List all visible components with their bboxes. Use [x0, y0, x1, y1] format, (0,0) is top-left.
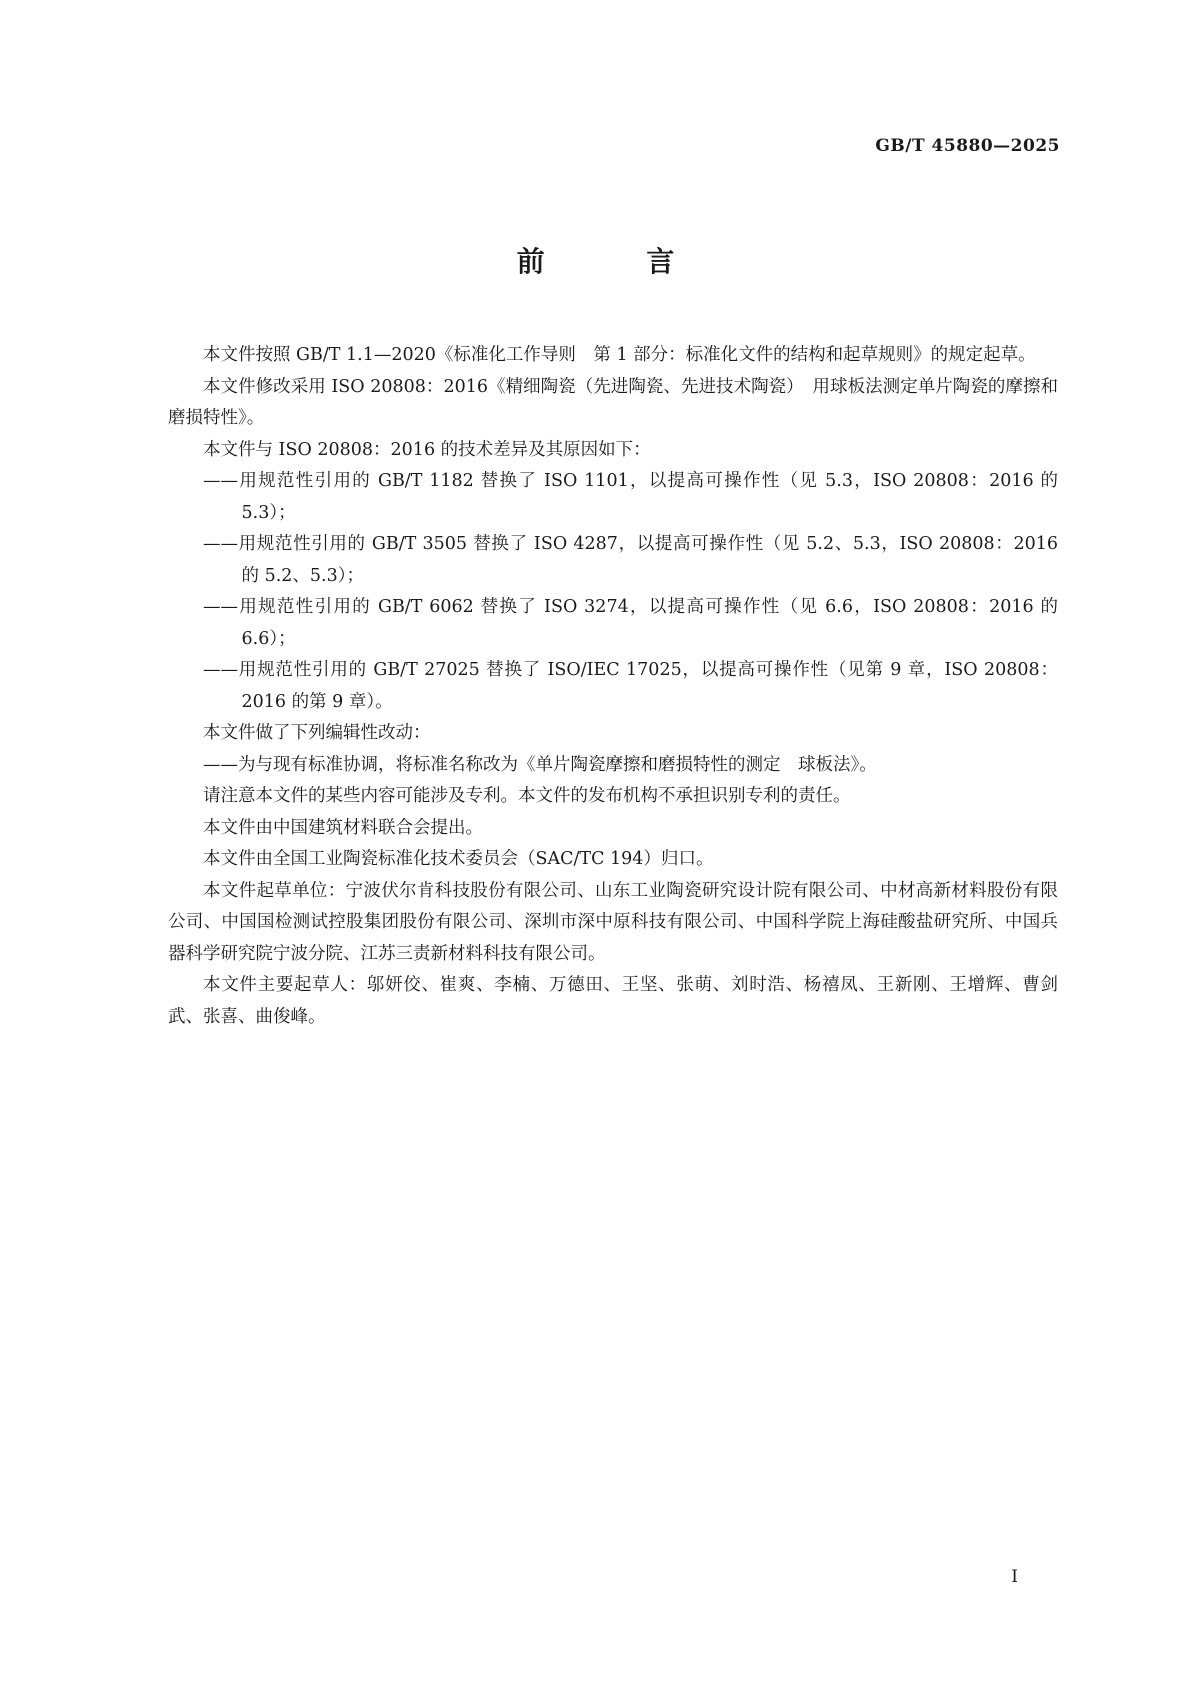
paragraph-patent-notice: 请注意本文件的某些内容可能涉及专利。本文件的发布机构不承担识别专利的责任。	[203, 786, 851, 806]
paragraph-drafting-basis: 本文件按照 GB/T 1.1—2020《标准化工作导则 第 1 部分：标准化文件的结构和起草规则》的规定起草。	[203, 345, 1036, 365]
paragraph-drafters: 本文件主要起草人：邬妍佼、崔爽、李楠、万德田、王坚、张萌、刘时浩、杨禧凤、王新刚、王增辉、曹剑武、张喜、曲俊峰。	[168, 975, 1058, 1027]
list-item-difference-4: ——用规范性引用的 GB/T 27025 替换了 ISO/IEC 17025，以提高可操作性（见第 9 章，ISO 20808：2016 的第 9 章）。	[203, 660, 1058, 712]
paragraph-adoption: 本文件修改采用 ISO 20808：2016《精细陶瓷（先进陶瓷、先进技术陶瓷） 用球板法测定单片陶瓷的摩擦和磨损特性》。	[168, 376, 1058, 428]
paragraph-drafting-units: 本文件起草单位：宁波伏尔肯科技股份有限公司、山东工业陶瓷研究设计院有限公司、中材高新材料股份有限公司、中国国检测试控股集团股份有限公司、深圳市深中原科技有限公司、中国科学院上海硅酸盐研究所、中国兵器科学研究院宁波分院、江苏三责新材料科技有限公司。	[168, 880, 1058, 964]
list-item-editorial-1: ——为与现有标准协调，将标准名称改为《单片陶瓷摩擦和磨损特性的测定 球板法》。	[203, 754, 877, 775]
page-number: I	[1011, 1567, 1018, 1587]
paragraph-committee: 本文件由全国工业陶瓷标准化技术委员会（SAC/TC 194）归口。	[203, 849, 714, 869]
paragraph-proposer: 本文件由中国建筑材料联合会提出。	[203, 817, 483, 838]
list-item-difference-2: ——用规范性引用的 GB/T 3505 替换了 ISO 4287，以提高可操作性（见 5.2、5.3，ISO 20808：2016 的 5.2、5.3）；	[203, 534, 1058, 586]
standard-number: GB/T 45880—2025	[875, 136, 1060, 156]
page-title: 前 言	[516, 245, 721, 278]
paragraph-editorial-changes: 本文件做了下列编辑性改动：	[203, 723, 431, 743]
paragraph-technical-differences: 本文件与 ISO 20808：2016 的技术差异及其原因如下：	[203, 439, 651, 460]
list-item-difference-1: ——用规范性引用的 GB/T 1182 替换了 ISO 1101，以提高可操作性（见 5.3，ISO 20808：2016 的 5.3）；	[203, 471, 1058, 523]
list-item-difference-3: ——用规范性引用的 GB/T 6062 替换了 ISO 3274，以提高可操作性（见 6.6，ISO 20808：2016 的 6.6）；	[203, 597, 1058, 649]
document-body	[168, 340, 1058, 1033]
